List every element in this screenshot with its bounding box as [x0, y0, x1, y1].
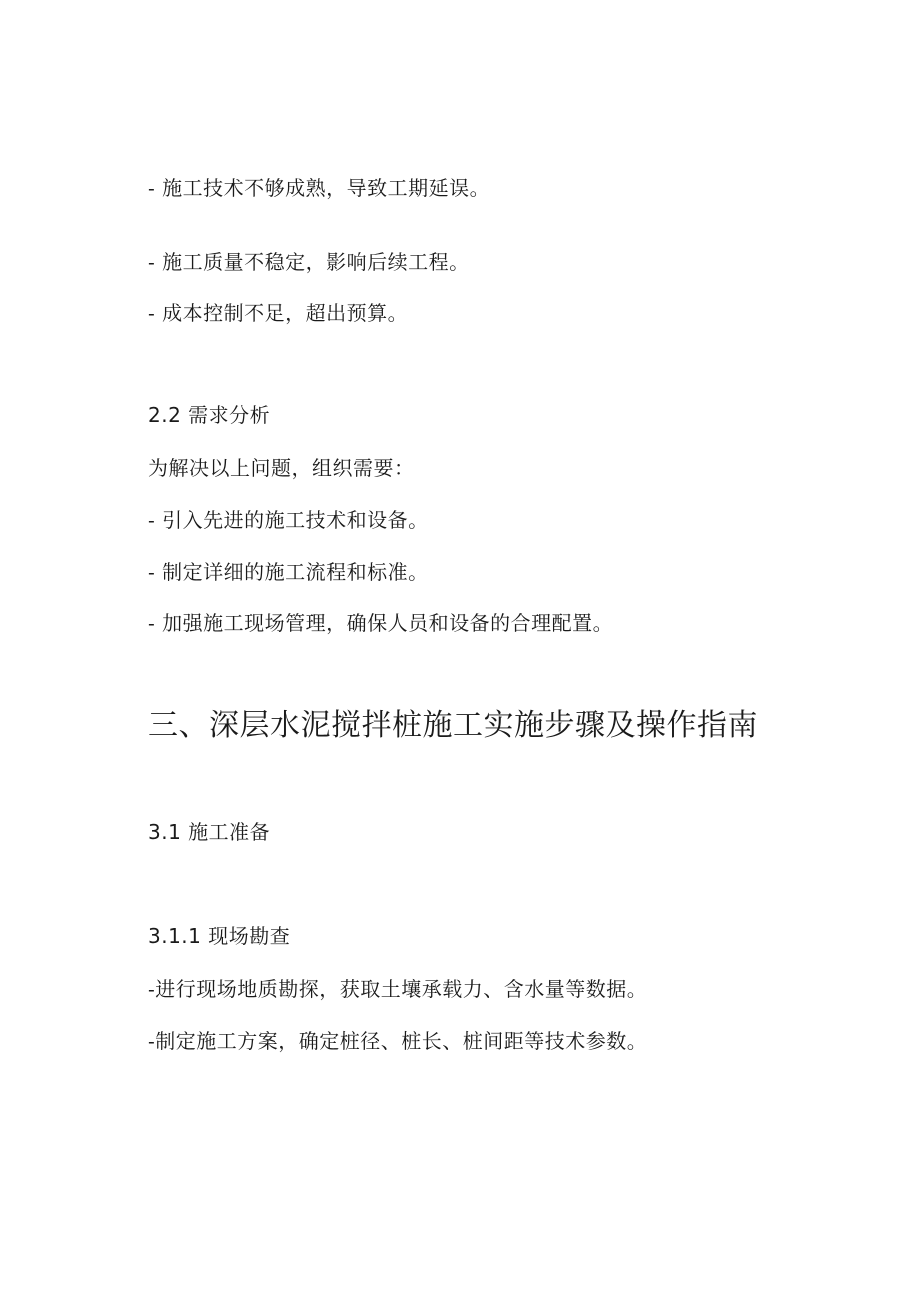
list-item: -进行现场地质勘探，获取土壤承载力、含水量等数据。 — [148, 977, 648, 1001]
paragraph-intro: 为解决以上问题，组织需要： — [148, 456, 415, 480]
section-heading-3-1-1: 3.1.1 现场勘查 — [148, 924, 291, 948]
section-heading-3-1: 3.1 施工准备 — [148, 820, 271, 844]
list-item: -制定施工方案，确定桩径、桩长、桩间距等技术参数。 — [148, 1029, 648, 1053]
list-item: - 成本控制不足，超出预算。 — [148, 301, 409, 325]
chapter-title-3: 三、深层水泥搅拌桩施工实施步骤及操作指南 — [148, 708, 758, 743]
list-item: - 制定详细的施工流程和标准。 — [148, 560, 429, 584]
list-item: - 加强施工现场管理，确保人员和设备的合理配置。 — [148, 611, 614, 635]
section-heading-2-2: 2.2 需求分析 — [148, 403, 271, 427]
list-item: - 引入先进的施工技术和设备。 — [148, 508, 429, 532]
list-item: - 施工技术不够成熟，导致工期延误。 — [148, 176, 491, 200]
list-item: - 施工质量不稳定，影响后续工程。 — [148, 250, 470, 274]
